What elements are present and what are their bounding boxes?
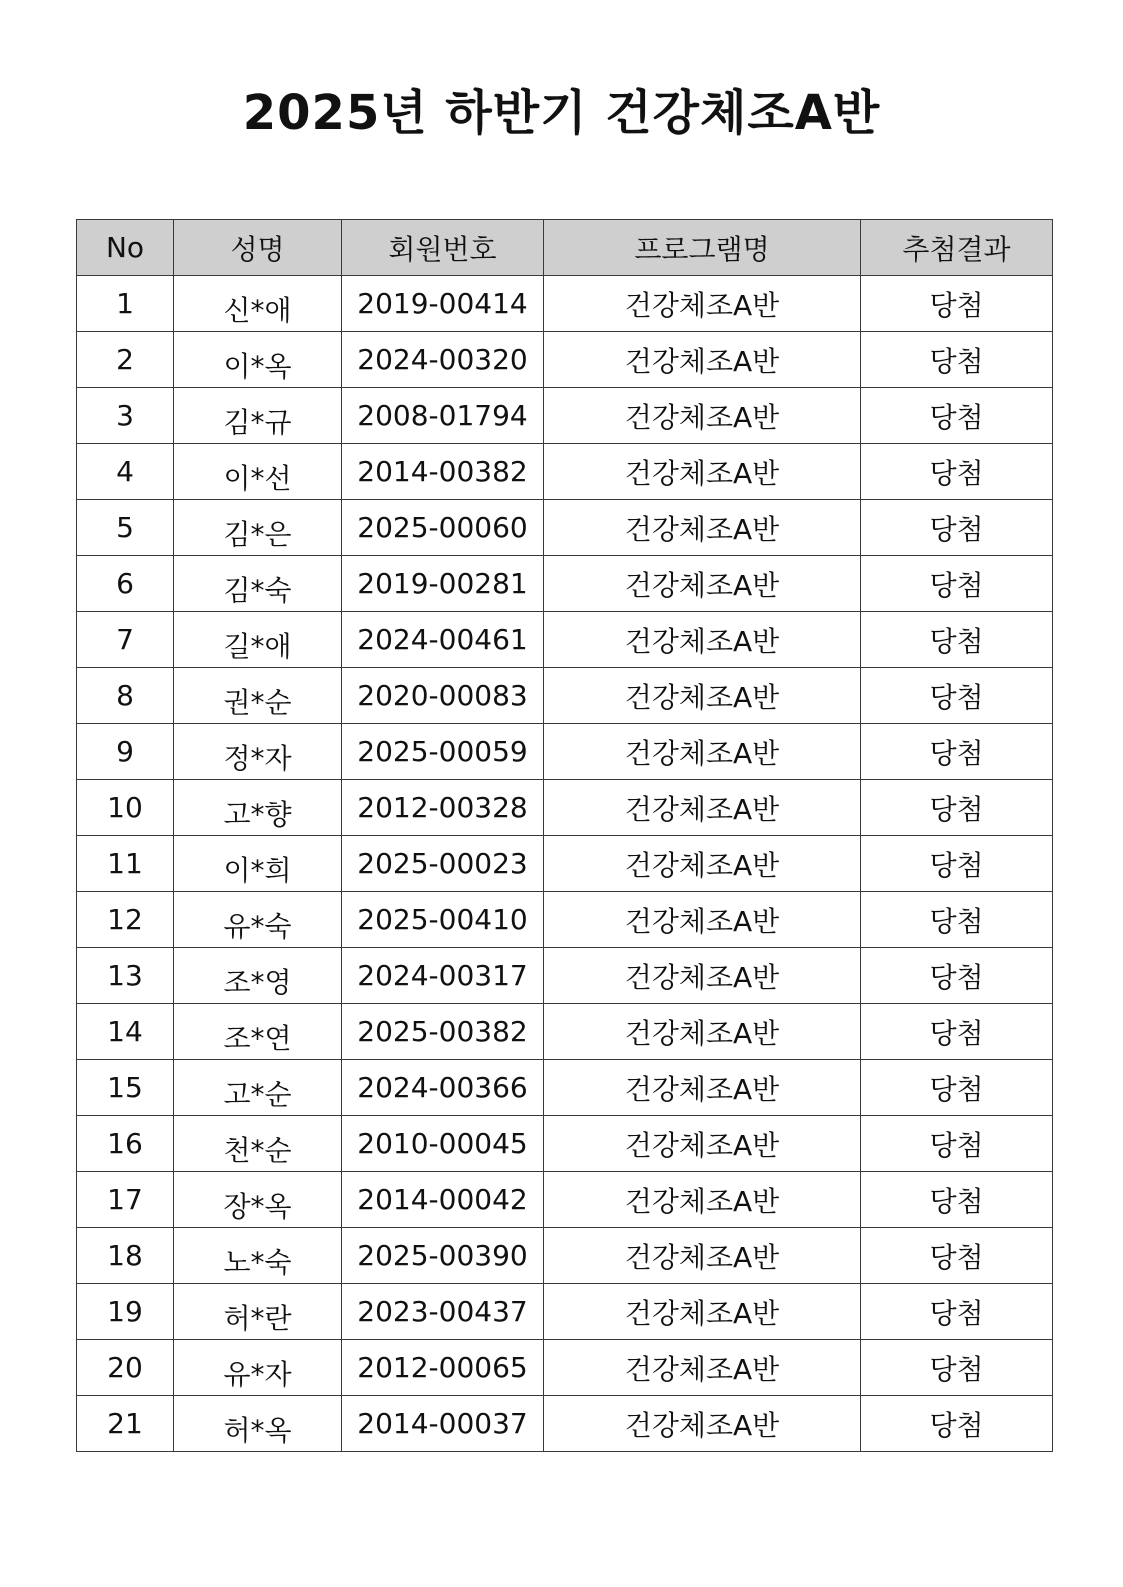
cell-no: 2 <box>77 332 174 388</box>
member-name: 장*옥 <box>223 1189 292 1223</box>
table-header-row <box>77 220 1053 276</box>
cell-result: 당첨 <box>861 1004 1053 1060</box>
member-name: 이*희 <box>223 853 292 887</box>
member-name: 노*숙 <box>223 1245 292 1279</box>
cell-name <box>174 724 342 780</box>
cell-result: 당첨 <box>861 612 1053 668</box>
member-name: 권*순 <box>223 685 292 719</box>
cell-program: 건강체조A반 <box>544 1228 861 1284</box>
cell-member-id: 2023-00437 <box>342 1284 544 1340</box>
member-name: 허*란 <box>223 1301 292 1335</box>
table-row <box>77 500 1053 556</box>
cell-program: 건강체조A반 <box>544 332 861 388</box>
cell-name <box>174 1172 342 1228</box>
table-row <box>77 724 1053 780</box>
cell-member-id: 2025-00382 <box>342 1004 544 1060</box>
cell-member-id: 2024-00461 <box>342 612 544 668</box>
cell-no: 12 <box>77 892 174 948</box>
cell-member-id: 2025-00023 <box>342 836 544 892</box>
cell-program: 건강체조A반 <box>544 780 861 836</box>
cell-program: 건강체조A반 <box>544 1340 861 1396</box>
cell-result: 당첨 <box>861 724 1053 780</box>
cell-no: 7 <box>77 612 174 668</box>
cell-name <box>174 388 342 444</box>
cell-program: 건강체조A반 <box>544 388 861 444</box>
cell-no: 20 <box>77 1340 174 1396</box>
cell-result: 당첨 <box>861 836 1053 892</box>
cell-program: 건강체조A반 <box>544 724 861 780</box>
cell-program: 건강체조A반 <box>544 276 861 332</box>
cell-program: 건강체조A반 <box>544 1116 861 1172</box>
table-row <box>77 1004 1053 1060</box>
cell-result: 당첨 <box>861 948 1053 1004</box>
table-row <box>77 1116 1053 1172</box>
cell-result: 당첨 <box>861 1172 1053 1228</box>
cell-program: 건강체조A반 <box>544 1172 861 1228</box>
table-row <box>77 444 1053 500</box>
member-name: 신*애 <box>223 293 292 327</box>
member-name: 조*연 <box>223 1021 292 1055</box>
cell-member-id: 2025-00059 <box>342 724 544 780</box>
cell-result: 당첨 <box>861 892 1053 948</box>
cell-program: 건강체조A반 <box>544 1060 861 1116</box>
cell-name <box>174 332 342 388</box>
cell-result: 당첨 <box>861 1228 1053 1284</box>
cell-member-id: 2014-00382 <box>342 444 544 500</box>
cell-member-id: 2024-00317 <box>342 948 544 1004</box>
cell-no: 8 <box>77 668 174 724</box>
cell-no: 9 <box>77 724 174 780</box>
cell-member-id: 2012-00065 <box>342 1340 544 1396</box>
cell-no: 3 <box>77 388 174 444</box>
cell-member-id: 2008-01794 <box>342 388 544 444</box>
cell-name <box>174 948 342 1004</box>
cell-name <box>174 1116 342 1172</box>
cell-program: 건강체조A반 <box>544 500 861 556</box>
table-row <box>77 276 1053 332</box>
member-name: 천*순 <box>223 1133 292 1167</box>
table-row <box>77 388 1053 444</box>
cell-member-id: 2024-00366 <box>342 1060 544 1116</box>
cell-result: 당첨 <box>861 276 1053 332</box>
table-row <box>77 556 1053 612</box>
cell-no: 11 <box>77 836 174 892</box>
cell-program: 건강체조A반 <box>544 1396 861 1452</box>
member-name: 김*숙 <box>223 573 292 607</box>
cell-no: 13 <box>77 948 174 1004</box>
cell-name <box>174 612 342 668</box>
cell-program: 건강체조A반 <box>544 1004 861 1060</box>
cell-program: 건강체조A반 <box>544 668 861 724</box>
member-name: 허*옥 <box>223 1413 292 1447</box>
member-name: 이*옥 <box>223 349 292 383</box>
cell-result: 당첨 <box>861 1060 1053 1116</box>
table-row <box>77 1228 1053 1284</box>
cell-result: 당첨 <box>861 556 1053 612</box>
cell-name <box>174 556 342 612</box>
cell-name <box>174 1060 342 1116</box>
table-body <box>77 276 1053 1452</box>
member-name: 고*향 <box>223 797 292 831</box>
cell-name <box>174 1004 342 1060</box>
cell-name <box>174 444 342 500</box>
cell-result: 당첨 <box>861 1284 1053 1340</box>
cell-no: 1 <box>77 276 174 332</box>
cell-result: 당첨 <box>861 780 1053 836</box>
cell-result: 당첨 <box>861 500 1053 556</box>
table-row <box>77 612 1053 668</box>
cell-program: 건강체조A반 <box>544 836 861 892</box>
cell-name <box>174 1396 342 1452</box>
cell-member-id: 2012-00328 <box>342 780 544 836</box>
cell-result: 당첨 <box>861 388 1053 444</box>
cell-no: 4 <box>77 444 174 500</box>
cell-name <box>174 1284 342 1340</box>
member-name: 조*영 <box>223 965 292 999</box>
cell-name <box>174 836 342 892</box>
cell-no: 14 <box>77 1004 174 1060</box>
cell-member-id: 2014-00042 <box>342 1172 544 1228</box>
cell-program: 건강체조A반 <box>544 444 861 500</box>
cell-member-id: 2025-00410 <box>342 892 544 948</box>
cell-name <box>174 892 342 948</box>
cell-no: 6 <box>77 556 174 612</box>
cell-program: 건강체조A반 <box>544 1284 861 1340</box>
table-row <box>77 1396 1053 1452</box>
cell-result: 당첨 <box>861 1116 1053 1172</box>
cell-name <box>174 1228 342 1284</box>
member-name: 정*자 <box>223 741 292 775</box>
header-no: No <box>77 220 174 276</box>
member-name: 이*선 <box>223 461 292 495</box>
cell-result: 당첨 <box>861 444 1053 500</box>
header-member-id: 회원번호 <box>342 220 544 276</box>
member-name: 김*규 <box>223 405 292 439</box>
table-row <box>77 836 1053 892</box>
cell-result: 당첨 <box>861 332 1053 388</box>
table-row <box>77 668 1053 724</box>
cell-no: 19 <box>77 1284 174 1340</box>
cell-no: 21 <box>77 1396 174 1452</box>
lottery-result-table <box>76 219 1053 1452</box>
cell-program: 건강체조A반 <box>544 612 861 668</box>
cell-member-id: 2014-00037 <box>342 1396 544 1452</box>
member-name: 길*애 <box>223 629 292 663</box>
table-row <box>77 780 1053 836</box>
cell-no: 18 <box>77 1228 174 1284</box>
table-row <box>77 1340 1053 1396</box>
cell-no: 17 <box>77 1172 174 1228</box>
cell-program: 건강체조A반 <box>544 556 861 612</box>
member-name: 유*숙 <box>223 909 292 943</box>
table-row <box>77 1060 1053 1116</box>
header-name: 성명 <box>174 220 342 276</box>
member-name: 김*은 <box>223 517 292 551</box>
cell-no: 5 <box>77 500 174 556</box>
table-row <box>77 1284 1053 1340</box>
cell-name <box>174 1340 342 1396</box>
table-row <box>77 1172 1053 1228</box>
cell-member-id: 2019-00281 <box>342 556 544 612</box>
table-row <box>77 892 1053 948</box>
cell-member-id: 2025-00390 <box>342 1228 544 1284</box>
cell-member-id: 2010-00045 <box>342 1116 544 1172</box>
header-result: 추첨결과 <box>861 220 1053 276</box>
page-title: 2025년 하반기 건강체조A반 <box>242 85 881 141</box>
cell-program: 건강체조A반 <box>544 948 861 1004</box>
cell-member-id: 2025-00060 <box>342 500 544 556</box>
cell-name <box>174 500 342 556</box>
table-row <box>77 332 1053 388</box>
cell-member-id: 2019-00414 <box>342 276 544 332</box>
cell-member-id: 2020-00083 <box>342 668 544 724</box>
cell-name <box>174 276 342 332</box>
cell-result: 당첨 <box>861 1340 1053 1396</box>
cell-result: 당첨 <box>861 1396 1053 1452</box>
cell-no: 16 <box>77 1116 174 1172</box>
cell-no: 10 <box>77 780 174 836</box>
table-row <box>77 948 1053 1004</box>
member-name: 고*순 <box>223 1077 292 1111</box>
cell-result: 당첨 <box>861 668 1053 724</box>
cell-no: 15 <box>77 1060 174 1116</box>
member-name: 유*자 <box>223 1357 292 1391</box>
cell-program: 건강체조A반 <box>544 892 861 948</box>
cell-member-id: 2024-00320 <box>342 332 544 388</box>
cell-name <box>174 668 342 724</box>
header-program: 프로그램명 <box>544 220 861 276</box>
cell-name <box>174 780 342 836</box>
